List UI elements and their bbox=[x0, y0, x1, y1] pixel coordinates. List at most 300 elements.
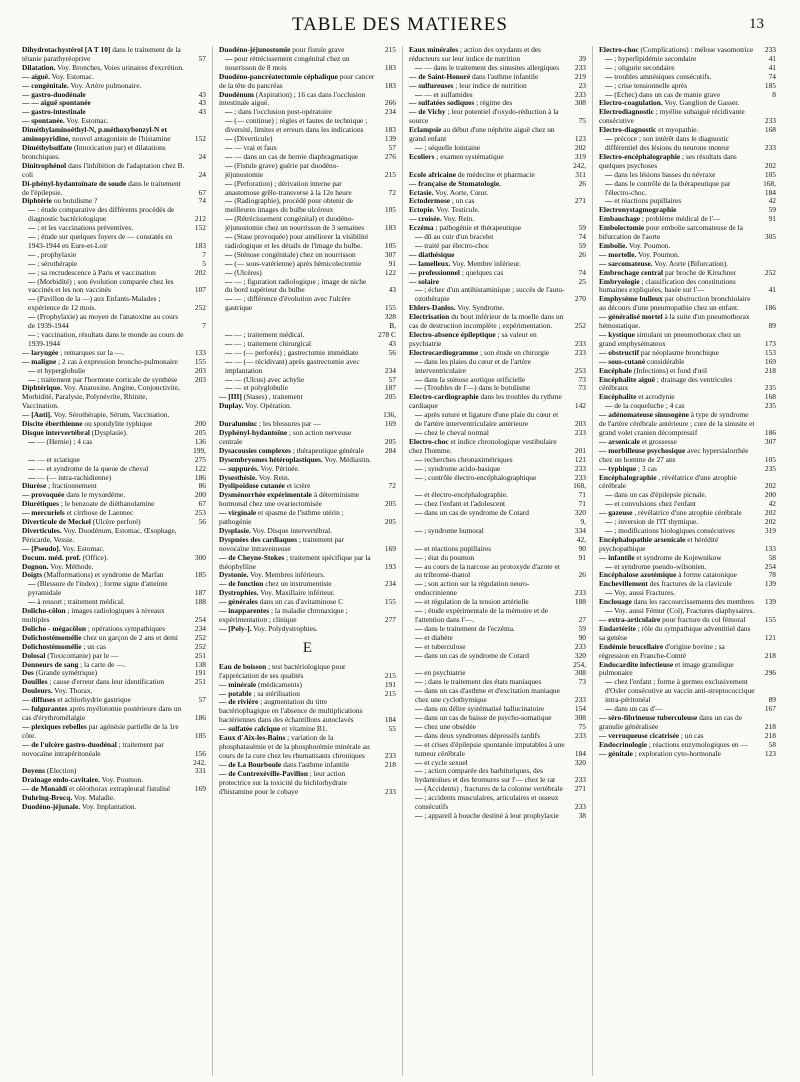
entry-page-ref: 59 bbox=[768, 205, 776, 215]
entry-text bbox=[219, 607, 378, 625]
entry-page-ref: 308 bbox=[574, 712, 586, 722]
entry-headword: Electro-choc bbox=[409, 436, 449, 446]
entry-headword: — générales bbox=[219, 597, 258, 607]
entry-headword: Electrodiagnostic bbox=[599, 107, 654, 117]
entry-description: ; action comparée des barbituriques, des hydantoïnes et des bromures sur l'— chez le rat bbox=[415, 766, 556, 785]
index-entry bbox=[219, 180, 396, 198]
entry-description: et hérédité psychopathique bbox=[599, 534, 719, 553]
index-entry bbox=[599, 625, 776, 643]
entry-description: (Accidents) , fractures de la colonne vertébrale bbox=[422, 784, 563, 794]
entry-text bbox=[409, 46, 568, 64]
entry-description: (Radiographie), procédé pour obtenir de meilleures images du bulbe ulcéreux bbox=[225, 196, 354, 215]
entry-description: chez le cheval normal bbox=[422, 427, 489, 437]
entry-description: nouvel antagoniste de l'histamine bbox=[70, 134, 171, 144]
entry-headword: Doigts bbox=[22, 570, 43, 580]
entry-page-ref: 320 bbox=[574, 757, 586, 767]
entry-description: Voy. Opération. bbox=[243, 401, 292, 411]
entry-page-ref: 152 bbox=[194, 134, 206, 144]
entry-text bbox=[409, 509, 568, 518]
entry-description: ; inversion de l'IT thymique. bbox=[612, 517, 699, 527]
entry-text bbox=[219, 554, 378, 572]
index-entry bbox=[599, 474, 776, 492]
entry-description: ; traitement spécifique par la théophylline bbox=[219, 552, 371, 571]
entry-text bbox=[409, 741, 568, 759]
entry-description: — et sciatique bbox=[35, 454, 80, 464]
index-entry bbox=[599, 643, 776, 661]
entry-page-ref: 200 bbox=[194, 419, 206, 429]
entry-headword: Dognon. bbox=[22, 561, 49, 571]
entry-text bbox=[599, 108, 758, 126]
entry-description: ; sa valeur en psychiatrie bbox=[409, 330, 537, 348]
entry-headword: — bbox=[605, 169, 613, 179]
entry-page-ref: 169 bbox=[194, 784, 206, 794]
entry-headword: — fulgurantes bbox=[22, 704, 68, 714]
entry-description: chez l'enfant et l'adolescent bbox=[422, 499, 506, 509]
entry-headword: — bbox=[415, 730, 423, 740]
entry-page-ref: 105 bbox=[384, 205, 396, 215]
entry-description: dans le traitement de la tétanie parathyréoprive bbox=[22, 46, 181, 63]
entry-page-ref: 233 bbox=[764, 116, 776, 126]
entry-page-ref: 205 bbox=[384, 499, 396, 509]
entry-description: et hyperglobulie bbox=[35, 365, 86, 375]
entry-description: Voy. Testicule. bbox=[434, 205, 480, 215]
entry-page-ref: 235 bbox=[764, 463, 776, 473]
entry-description: ; pathogénie et thérapeutique bbox=[433, 223, 522, 233]
entry-page-ref: 136, 169 bbox=[383, 410, 396, 429]
entry-headword: — bbox=[225, 374, 233, 384]
entry-page-ref: 105 bbox=[764, 454, 776, 464]
entry-headword: Duodénum bbox=[219, 89, 254, 99]
index-entry bbox=[599, 447, 776, 465]
entry-headword: — de Contrexéville-Pavillon bbox=[219, 768, 308, 778]
entry-headword: — bbox=[415, 89, 423, 99]
index-entry bbox=[599, 153, 776, 171]
entry-headword: — laryngée bbox=[22, 347, 59, 357]
entry-page-ref: 185 bbox=[764, 80, 776, 90]
entry-page-ref: 43 bbox=[388, 285, 396, 295]
index-column-1 bbox=[22, 46, 212, 1076]
entry-description: dans les raccourcissements des membres bbox=[631, 597, 754, 607]
entry-headword: Electro-coagulation. bbox=[599, 98, 663, 108]
entry-description: et achlorhydrie gastrique bbox=[55, 695, 131, 705]
entry-headword: — [Poly-]. bbox=[219, 623, 252, 633]
entry-description: et réactions pupillaires bbox=[422, 543, 492, 553]
entry-page-ref: 252 bbox=[194, 303, 206, 313]
entry-headword: — bbox=[28, 597, 36, 607]
entry-description: traité par électro-choc bbox=[422, 240, 490, 250]
entry-description: à forme catatonique bbox=[676, 570, 737, 580]
entry-page-ref: 233 bbox=[574, 427, 586, 437]
entry-description: d'origine bovine ; sa régression en Franche-Comté bbox=[599, 641, 725, 660]
entry-text bbox=[219, 491, 378, 509]
entry-page-ref: 183 bbox=[384, 125, 396, 135]
entry-description: ; variation de la phosphatasémie et de la phosphorémie minérale au cours de la cure chez les rhumatisants chroniques bbox=[219, 733, 370, 760]
entry-text bbox=[22, 162, 188, 180]
entry-page-ref: 57 bbox=[388, 142, 396, 152]
entry-headword: — bbox=[415, 427, 423, 437]
entry-headword: — gastro-duodénale bbox=[22, 89, 86, 99]
entry-page-ref: 59 bbox=[578, 623, 586, 633]
index-entry bbox=[219, 554, 396, 572]
index-entry bbox=[409, 474, 586, 483]
entry-headword: Eaux minérales bbox=[409, 46, 459, 54]
index-entry bbox=[219, 215, 396, 233]
entry-description: dû au cuir d'un bracelet bbox=[422, 232, 494, 242]
entry-headword: — bbox=[415, 285, 423, 295]
entry-headword: — bbox=[415, 712, 423, 722]
entry-text bbox=[219, 358, 378, 376]
entry-description: (— sous-vatérienne) après hémicolectomie bbox=[232, 258, 362, 268]
entry-description: Voy. Anatoxine, Angine, Conjonctivite, Morbidité, Paralysie, Polynévrite, Rhinite, Vaccination. bbox=[22, 383, 180, 411]
entry-page-ref: 73 bbox=[578, 677, 586, 687]
entry-page-ref: 184 bbox=[574, 748, 586, 758]
entry-headword: — typhique bbox=[599, 463, 637, 473]
entry-page-ref: 41 bbox=[768, 62, 776, 72]
entry-description: ; augmentation du titre bactériophagique en l'absence de multiplications bactériennes dans des échantillons autoclavés bbox=[219, 697, 363, 725]
entry-page-ref: 139 bbox=[384, 134, 396, 144]
entry-headword: — bbox=[605, 561, 613, 571]
entry-headword: Dinitrophénol bbox=[22, 160, 67, 170]
entry-description: et vitamine B1. bbox=[280, 724, 328, 734]
index-entry bbox=[599, 661, 776, 679]
entry-description: ; syndrome acido-basique bbox=[422, 463, 501, 473]
entry-headword: Electro-encéphalographie bbox=[599, 151, 681, 161]
entry-page-ref: 91 bbox=[388, 258, 396, 268]
entry-description: Voy. Maxillaire inférieur. bbox=[258, 588, 335, 598]
entry-description: ; sa stérilisation bbox=[251, 688, 300, 698]
entry-page-ref: 202 bbox=[194, 267, 206, 277]
entry-headword: Dysacousies complexes bbox=[219, 445, 292, 455]
entry-description: Voy. Membres inférieurs. bbox=[248, 570, 325, 580]
index-entry bbox=[599, 313, 776, 331]
entry-description: (Infections) et fond d'œil bbox=[631, 365, 708, 375]
entry-description: Voy. Ganglion de Gasser. bbox=[662, 98, 740, 108]
entry-description: (Ulcères) bbox=[232, 267, 262, 277]
entry-page-ref: 203 bbox=[194, 365, 206, 375]
entry-page-ref: 139 bbox=[764, 579, 776, 589]
entry-page-ref: 270 bbox=[574, 294, 586, 304]
entry-page-ref: 58 bbox=[768, 739, 776, 749]
entry-headword: — bbox=[415, 499, 423, 509]
entry-page-ref: 42 bbox=[768, 499, 776, 509]
entry-page-ref: 215 bbox=[384, 169, 396, 179]
entry-page-ref: 199, 275 bbox=[193, 445, 206, 464]
entry-description: ; état du poumon bbox=[422, 552, 475, 562]
entry-text bbox=[22, 705, 188, 723]
entry-headword: — bbox=[415, 525, 423, 535]
entry-headword: — bbox=[415, 668, 423, 678]
entry-text bbox=[409, 153, 568, 162]
entry-description: Voy. Thorax. bbox=[52, 686, 93, 696]
entry-description: ; modifications biologiques consécutives bbox=[612, 525, 735, 535]
entry-headword: — bbox=[225, 267, 233, 277]
entry-description: dans l'asthme infantile bbox=[281, 759, 350, 769]
entry-description: — et syndrome de la queue de cheval bbox=[35, 463, 149, 473]
entry-headword: — génitale bbox=[599, 748, 633, 758]
entry-description: Voy. Estomac. bbox=[60, 543, 105, 553]
entry-page-ref: 185 bbox=[194, 570, 206, 580]
entry-page-ref: 234 bbox=[384, 579, 396, 589]
entry-text bbox=[409, 812, 568, 821]
entry-description: après myélotomie postérieure dans un cas d'érythromélalgie bbox=[22, 704, 182, 722]
entry-description: et tuberculose bbox=[422, 641, 466, 651]
entry-page-ref: 155 bbox=[194, 356, 206, 366]
entry-text bbox=[219, 55, 378, 73]
entry-headword: — bbox=[415, 623, 423, 633]
entry-headword: Dystonie. bbox=[219, 570, 249, 580]
entry-headword: — bbox=[415, 650, 423, 660]
entry-text bbox=[409, 411, 568, 429]
entry-text bbox=[409, 393, 568, 411]
entry-headword: Duodéno-jéjunostomie bbox=[219, 46, 291, 54]
entry-description: ; et les vaccinations préventives. bbox=[35, 223, 134, 233]
entry-headword: — bbox=[225, 134, 233, 144]
entry-headword: — virginale bbox=[219, 508, 257, 518]
entry-headword: — infantile bbox=[599, 552, 635, 562]
entry-description: dans la sténose aortique orificielle bbox=[422, 374, 526, 384]
entry-headword: — solaire bbox=[409, 276, 440, 286]
entry-description: Voy. Bronches, Voies urinaires d'excrétion. bbox=[55, 62, 184, 72]
entry-headword: — bbox=[415, 632, 423, 642]
entry-headword: — bbox=[415, 356, 423, 366]
index-entry bbox=[409, 331, 586, 349]
entry-page-ref: 155 bbox=[384, 597, 396, 607]
entry-description: Voy. Duodénum, Estomac, Œsophage, Péricarde, Vessie. bbox=[22, 525, 177, 544]
index-entry bbox=[599, 331, 776, 349]
entry-page-ref: 233 bbox=[574, 695, 586, 705]
entry-page-ref: 212 bbox=[194, 214, 206, 224]
entry-page-ref: 72 bbox=[388, 187, 396, 197]
entry-page-ref: 277 bbox=[384, 615, 396, 624]
entry-headword: — bbox=[225, 249, 233, 259]
entry-description: ; oligurie secondaire bbox=[612, 62, 675, 72]
entry-headword: — aiguë. bbox=[22, 71, 50, 81]
entry-description: ; test bactériologique pour l'appréciation de ses qualités bbox=[219, 661, 346, 680]
index-entry bbox=[409, 411, 586, 429]
entry-page-ref: 26 bbox=[578, 178, 586, 188]
entry-page-ref: 191 bbox=[384, 679, 396, 689]
entry-headword: Dolicho - mégacôlon bbox=[22, 623, 87, 633]
entry-headword: — adénomateuse sinusogène bbox=[599, 410, 689, 420]
entry-page-ref: 242, 311 bbox=[573, 160, 586, 179]
entry-headword: Embauchage bbox=[599, 214, 641, 224]
entry-text bbox=[22, 803, 188, 812]
entry-page-ref: 233 bbox=[764, 142, 776, 152]
entry-headword: — morbilleuse psychosique bbox=[599, 445, 686, 455]
entry-headword: — maligne bbox=[22, 356, 57, 366]
entry-headword: Dolichostémomélie bbox=[22, 641, 82, 651]
entry-headword: — bbox=[225, 338, 233, 348]
entry-headword: Douilles bbox=[22, 677, 48, 687]
entry-text bbox=[409, 286, 568, 304]
entry-page-ref: 74 bbox=[198, 196, 206, 206]
index-entry bbox=[22, 233, 206, 251]
entry-page-ref: 41 bbox=[768, 53, 776, 63]
entry-page-ref: 168 bbox=[764, 392, 776, 402]
entry-text bbox=[409, 474, 568, 483]
entry-page-ref: 71 bbox=[578, 499, 586, 509]
entry-headword: — spontanée. bbox=[22, 116, 65, 126]
entry-page-ref: 23 bbox=[578, 80, 586, 90]
entry-page-ref: 168, 184 bbox=[763, 178, 776, 197]
entry-headword: — bbox=[605, 89, 613, 99]
entry-page-ref: 202 bbox=[764, 481, 776, 491]
entry-page-ref: 123 bbox=[574, 134, 586, 144]
entry-description: chez une obsédée bbox=[422, 721, 476, 731]
entry-page-ref: 219 bbox=[574, 71, 586, 81]
entry-headword: — sulfatées sodiques bbox=[409, 98, 475, 108]
entry-headword: — bbox=[415, 508, 423, 518]
index-entry bbox=[22, 162, 206, 180]
entry-headword: Diphtérie bbox=[22, 196, 52, 206]
entry-headword: Electro-choc bbox=[599, 46, 639, 54]
index-entry bbox=[599, 536, 776, 554]
entry-page-ref: 254 bbox=[194, 615, 206, 624]
entry-headword: Ectodermose bbox=[409, 196, 451, 206]
entry-description: , prophylaxie bbox=[35, 249, 77, 259]
entry-description: — ; traitement médical. bbox=[232, 330, 305, 339]
entry-description: (Toxicomanie) par le — bbox=[45, 650, 119, 660]
entry-text bbox=[409, 126, 568, 144]
entry-headword: — bbox=[225, 178, 233, 188]
entry-description: chez l'enfant ; forme à germes exclusivement d'Osler consécutive au vaccin anti-streptococcique intra-péritonéal bbox=[605, 677, 755, 705]
entry-page-ref: 9, 334 bbox=[574, 517, 586, 535]
entry-text bbox=[409, 687, 568, 705]
entry-text bbox=[219, 663, 378, 681]
entry-page-ref: 307 bbox=[764, 436, 776, 446]
entry-headword: Dolosal bbox=[22, 650, 46, 660]
entry-text bbox=[409, 438, 568, 456]
entry-headword: — bbox=[225, 330, 233, 339]
index-entry bbox=[22, 206, 206, 224]
index-column-3 bbox=[402, 46, 592, 1076]
entry-headword: Duhring-Brocq. bbox=[22, 793, 73, 803]
entry-page-ref: 233 bbox=[574, 347, 586, 357]
index-entry bbox=[409, 741, 586, 759]
entry-page-ref: 41 bbox=[768, 285, 776, 295]
entry-description: Voy. Polydystrophies. bbox=[251, 623, 318, 633]
entry-page-ref: 254 bbox=[764, 561, 776, 571]
entry-description: ; son étude en chirurgie bbox=[478, 347, 550, 357]
entry-page-ref: 205 bbox=[194, 427, 206, 437]
entry-headword: — bbox=[225, 116, 233, 126]
entry-text bbox=[409, 580, 568, 598]
entry-page-ref: 169 bbox=[764, 356, 776, 366]
entry-description: ou spondylite typhique bbox=[82, 419, 153, 429]
entry-headword: — bbox=[28, 374, 36, 384]
entry-description: dans l'inhibition de l'adaptation chez B. coli bbox=[22, 160, 185, 179]
entry-description: Voy. Estomac. bbox=[49, 71, 94, 81]
entry-text bbox=[219, 73, 378, 91]
entry-description: pour fracture du col fémoral bbox=[660, 615, 746, 624]
index-entry bbox=[219, 55, 396, 73]
entry-text bbox=[599, 295, 758, 313]
entry-description: ; vaccination, résultats dans le monde au cours de 1939-1944 bbox=[28, 330, 184, 348]
entry-description: ; son action nerveuse centrale bbox=[219, 427, 352, 446]
entry-description: dans les lésions basses du névraxe bbox=[612, 169, 716, 179]
entry-headword: Dyspnées des cardiaques bbox=[219, 534, 298, 544]
entry-page-ref: 271 bbox=[574, 196, 586, 206]
entry-headword: Dysplasie. bbox=[219, 525, 251, 535]
entry-headword: Di-phényl-hydantoïnate de soude bbox=[22, 178, 127, 188]
entry-description: — dans un cas de hernie diaphragmatique bbox=[232, 151, 359, 161]
entry-description: ; drainage des ventricules cérébraux bbox=[599, 374, 733, 393]
entry-description: Voy. Poumon. bbox=[99, 775, 144, 785]
entry-description: ; étude expérimentale de la mémoire et de l'attention dans l'—. bbox=[415, 606, 548, 624]
entry-headword: — inapparentes bbox=[219, 606, 270, 616]
entry-page-ref: 152 bbox=[194, 223, 206, 233]
entry-headword: — diffuses bbox=[22, 695, 56, 705]
entry-text bbox=[22, 313, 188, 331]
entry-description: ; appareil à bouche destiné à leur prophylaxie bbox=[422, 810, 559, 820]
entry-headword: — bbox=[415, 721, 423, 731]
entry-page-ref: 7 bbox=[202, 249, 206, 259]
entry-page-ref: 233 bbox=[384, 786, 396, 796]
entry-headword: — de fonction bbox=[219, 579, 264, 589]
entry-description: par broche de Kirschner bbox=[663, 267, 737, 277]
entry-headword: — bbox=[225, 151, 233, 161]
entry-headword: — bbox=[415, 704, 423, 714]
entry-text bbox=[599, 643, 758, 661]
entry-page-ref: 186 bbox=[764, 303, 776, 313]
entry-text bbox=[409, 607, 568, 625]
entry-description: par agénésie partielle de la 1re côte. bbox=[22, 721, 179, 740]
entry-page-ref: 183 bbox=[384, 223, 396, 233]
index-entry bbox=[409, 313, 586, 331]
entry-headword: — bbox=[415, 606, 423, 616]
entry-page-ref: 75 bbox=[578, 116, 586, 126]
entry-headword: — — aiguë spontanée bbox=[22, 98, 91, 108]
entry-headword: Disque intervertébral bbox=[22, 427, 90, 437]
entry-page-ref: 57 bbox=[388, 374, 396, 384]
entry-description: au début d'une néphrite aiguë chez un grand enfant bbox=[409, 125, 555, 144]
index-entry bbox=[409, 46, 586, 64]
entry-headword: Dolichostémomélie bbox=[22, 632, 82, 642]
entry-description: chez un instrumentiste bbox=[263, 579, 332, 589]
entry-description: (Stases) , traitement bbox=[241, 392, 303, 402]
entry-page-ref: 234 bbox=[384, 107, 396, 117]
index-entry bbox=[599, 278, 776, 296]
index-entry bbox=[22, 331, 206, 349]
entry-text bbox=[599, 135, 758, 153]
entry-page-ref: 142 bbox=[574, 401, 586, 411]
entry-page-ref: 193 bbox=[384, 561, 396, 571]
entry-page-ref: 186 bbox=[194, 472, 206, 482]
entry-headword: — mercuriels bbox=[22, 508, 65, 518]
entry-description: de médecine et pharmacie bbox=[456, 169, 535, 179]
entry-page-ref: 105 bbox=[764, 169, 776, 179]
entry-headword: — de l'ulcère gastro-duodénal bbox=[22, 739, 117, 749]
entry-description: ; classification des constitutions humaines expliquées, basée sur l'— bbox=[599, 276, 736, 295]
entry-headword: Enclouage bbox=[599, 597, 632, 607]
entry-page-ref: 187 bbox=[194, 588, 206, 598]
index-entry bbox=[22, 803, 206, 812]
section-letter: E bbox=[302, 639, 313, 656]
entry-headword: Enchevillement bbox=[599, 579, 648, 589]
entry-headword: — bbox=[415, 383, 423, 393]
entry-description: ; 2 cas à expression broncho-pulmonaire bbox=[56, 356, 178, 366]
entry-description: Voy. Sérothérapie, Sérum, Vaccination. bbox=[51, 410, 170, 420]
entry-headword: Duraluminc bbox=[219, 419, 258, 429]
entry-headword: — bbox=[225, 383, 233, 393]
entry-text bbox=[599, 376, 758, 394]
entry-text bbox=[219, 734, 378, 761]
index-entry bbox=[219, 734, 396, 761]
entry-description: — ; figuration radiologique ; image de niche du bord supérieur du bulbe bbox=[225, 276, 367, 295]
entry-headword: — bbox=[605, 525, 613, 535]
index-entry bbox=[599, 180, 776, 198]
entry-description: dans le traitement de l'eczéma. bbox=[422, 623, 515, 633]
